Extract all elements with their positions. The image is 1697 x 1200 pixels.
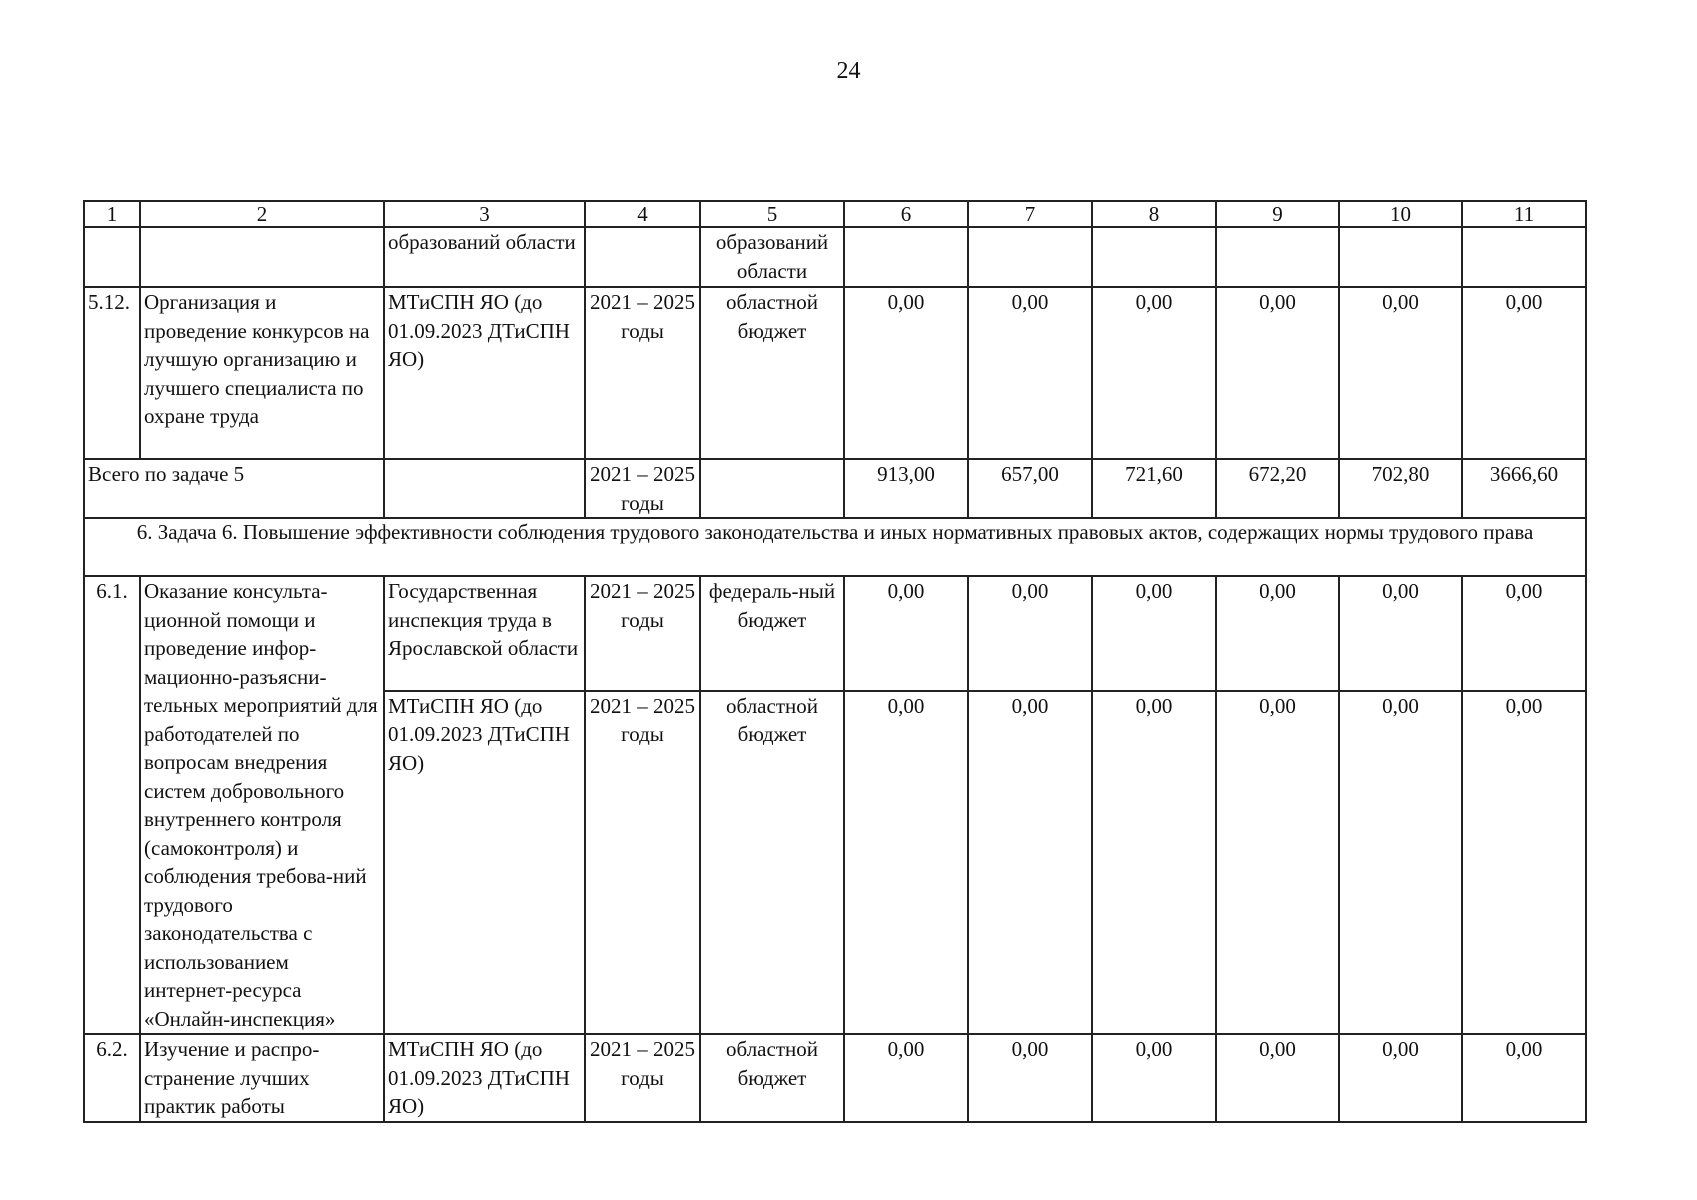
item-number: 5.12. bbox=[84, 287, 140, 459]
cell-empty bbox=[384, 459, 585, 518]
executor-cell: Государственная инспекция труда в Ярославской области bbox=[384, 576, 585, 691]
cell-empty bbox=[968, 227, 1092, 287]
cell-empty bbox=[84, 227, 140, 287]
item-name: Изучение и распро-странение лучших практик работы bbox=[140, 1034, 384, 1122]
value-cell: 0,00 bbox=[1092, 691, 1216, 1035]
cell-empty bbox=[1462, 227, 1586, 287]
task-heading-row bbox=[84, 518, 1586, 576]
source-cell: областной бюджет bbox=[700, 287, 844, 459]
table-row bbox=[84, 287, 1586, 459]
period-cell: 2021 – 2025 годы bbox=[585, 287, 700, 459]
column-number: 8 bbox=[1092, 201, 1216, 227]
value-cell: 0,00 bbox=[968, 287, 1092, 459]
value-cell: 0,00 bbox=[1216, 1034, 1339, 1122]
value-cell: 0,00 bbox=[1462, 287, 1586, 459]
column-number: 7 bbox=[968, 201, 1092, 227]
column-number: 11 bbox=[1462, 201, 1586, 227]
table-row bbox=[84, 576, 1586, 691]
column-number: 5 bbox=[700, 201, 844, 227]
executor-cell: МТиСПН ЯО (до 01.09.2023 ДТиСПН ЯО) bbox=[384, 287, 585, 459]
value-cell: 0,00 bbox=[1339, 1034, 1462, 1122]
value-cell: 0,00 bbox=[1216, 691, 1339, 1035]
value-cell: 0,00 bbox=[1462, 1034, 1586, 1122]
period-cell: 2021 – 2025 годы bbox=[585, 1034, 700, 1122]
cell-empty bbox=[700, 459, 844, 518]
value-cell: 0,00 bbox=[1339, 691, 1462, 1035]
total-value: 3666,60 bbox=[1462, 459, 1586, 518]
total-value: 672,20 bbox=[1216, 459, 1339, 518]
column-number: 9 bbox=[1216, 201, 1339, 227]
cell-empty bbox=[585, 227, 700, 287]
item-name: Оказание консульта-ционной помощи и проведение инфор-мационно-разъясни-тельных мероприятий для работодателей по вопросам внедрения систем добровольного внутреннего контроля (самоконтроля) и соблюдения требова-ний трудового законодательства с использованием интернет-ресурса «Онлайн-инспекция» bbox=[140, 576, 384, 1034]
item-name: Организация и проведение конкурсов на лучшую организацию и лучшего специалиста по охране труда bbox=[140, 287, 384, 459]
item-number: 6.2. bbox=[84, 1034, 140, 1122]
value-cell: 0,00 bbox=[844, 1034, 968, 1122]
total-value: 657,00 bbox=[968, 459, 1092, 518]
cell-empty bbox=[140, 227, 384, 287]
cell-empty bbox=[1216, 227, 1339, 287]
page-number: 24 bbox=[836, 58, 861, 84]
total-label: Всего по задаче 5 bbox=[84, 459, 384, 518]
total-value: 702,80 bbox=[1339, 459, 1462, 518]
value-cell: 0,00 bbox=[968, 691, 1092, 1035]
period-cell: 2021 – 2025 годы bbox=[585, 459, 700, 518]
column-number: 6 bbox=[844, 201, 968, 227]
column-number: 1 bbox=[84, 201, 140, 227]
period-cell: 2021 – 2025 годы bbox=[585, 691, 700, 1035]
source-cell: областной бюджет bbox=[700, 691, 844, 1035]
period-cell: 2021 – 2025 годы bbox=[585, 576, 700, 691]
source-cell: областной бюджет bbox=[700, 1034, 844, 1122]
column-number: 4 bbox=[585, 201, 700, 227]
value-cell: 0,00 bbox=[1092, 287, 1216, 459]
cell-empty bbox=[1092, 227, 1216, 287]
program-table bbox=[83, 200, 1587, 1123]
value-cell: 0,00 bbox=[1216, 287, 1339, 459]
value-cell: 0,00 bbox=[1462, 691, 1586, 1035]
column-number: 3 bbox=[384, 201, 585, 227]
total-row bbox=[84, 459, 1586, 518]
total-value: 913,00 bbox=[844, 459, 968, 518]
source-cell: федераль-ный бюджет bbox=[700, 576, 844, 691]
value-cell: 0,00 bbox=[1339, 576, 1462, 691]
value-cell: 0,00 bbox=[844, 287, 968, 459]
executor-cell: МТиСПН ЯО (до 01.09.2023 ДТиСПН ЯО) bbox=[384, 1034, 585, 1122]
column-number: 2 bbox=[140, 201, 384, 227]
column-number: 10 bbox=[1339, 201, 1462, 227]
value-cell: 0,00 bbox=[968, 576, 1092, 691]
table-row bbox=[84, 227, 1586, 287]
value-cell: 0,00 bbox=[1462, 576, 1586, 691]
table-row bbox=[84, 1034, 1586, 1122]
value-cell: 0,00 bbox=[968, 1034, 1092, 1122]
cell-empty bbox=[844, 227, 968, 287]
column-number-row bbox=[84, 201, 1586, 227]
value-cell: 0,00 bbox=[844, 691, 968, 1035]
value-cell: 0,00 bbox=[1092, 576, 1216, 691]
value-cell: 0,00 bbox=[1216, 576, 1339, 691]
value-cell: 0,00 bbox=[1339, 287, 1462, 459]
source-cell: образований области bbox=[700, 227, 844, 287]
value-cell: 0,00 bbox=[1092, 1034, 1216, 1122]
total-value: 721,60 bbox=[1092, 459, 1216, 518]
executor-cell: МТиСПН ЯО (до 01.09.2023 ДТиСПН ЯО) bbox=[384, 691, 585, 1035]
item-number: 6.1. bbox=[84, 576, 140, 1034]
executor-cell: образований области bbox=[384, 227, 585, 287]
task-heading: 6. Задача 6. Повышение эффективности соблюдения трудового законодательства и иных нормативных правовых актов, содержащих нормы трудового права bbox=[84, 518, 1586, 576]
value-cell: 0,00 bbox=[844, 576, 968, 691]
cell-empty bbox=[1339, 227, 1462, 287]
